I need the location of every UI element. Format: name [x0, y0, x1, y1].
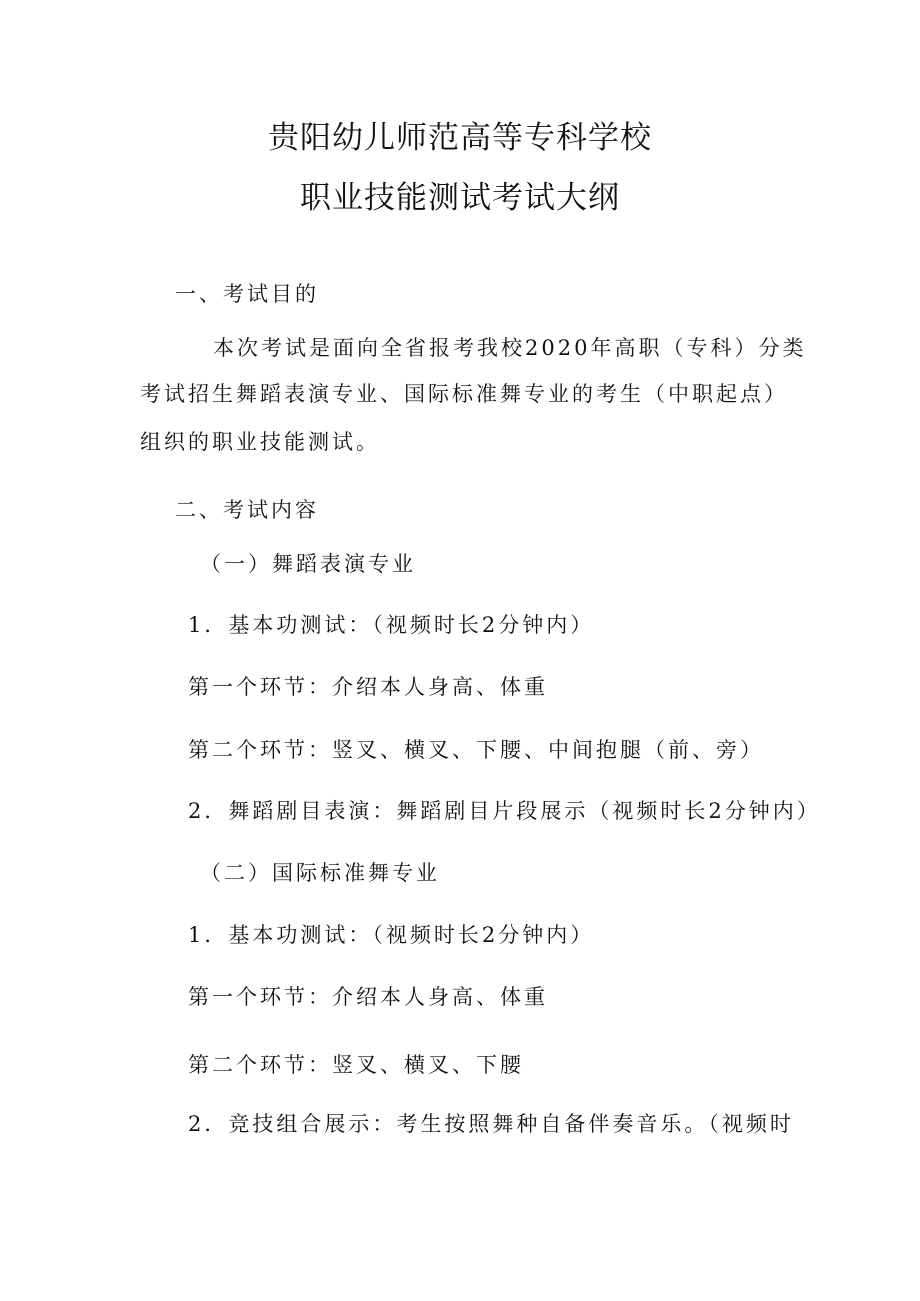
document-title-line-1: 贵阳幼儿师范高等专科学校	[268, 120, 652, 156]
ballroom-item-2: 2．竞技组合展示：考生按照舞种自备伴奏音乐。（视频时	[188, 1112, 794, 1136]
ballroom-step-2: 第二个环节：竖叉、横叉、下腰	[188, 1053, 524, 1077]
section-1-heading: 一、考试目的	[175, 282, 319, 306]
section-1-paragraph-line-2: 考试招生舞蹈表演专业、国际标准舞专业的考生（中职起点）	[140, 382, 788, 406]
dance-item-2: 2．舞蹈剧目表演：舞蹈剧目片段展示（视频时长2分钟内）	[188, 799, 821, 823]
dance-step-2: 第二个环节：竖叉、横叉、下腰、中间抱腿（前、旁）	[188, 738, 764, 762]
subsection-dance-heading: （一）舞蹈表演专业	[200, 552, 416, 576]
dance-step-1: 第一个环节：介绍本人身高、体重	[188, 675, 548, 699]
section-2-heading: 二、考试内容	[175, 498, 319, 522]
ballroom-item-1: 1．基本功测试：（视频时长2分钟内）	[188, 923, 595, 947]
section-1-paragraph-line-3: 组织的职业技能测试。	[140, 430, 380, 454]
ballroom-step-1: 第一个环节：介绍本人身高、体重	[188, 985, 548, 1009]
document-title-line-2: 职业技能测试考试大纲	[300, 180, 620, 216]
section-1-paragraph-line-1: 本次考试是面向全省报考我校2020年高职（专科）分类	[213, 336, 807, 360]
subsection-ballroom-heading: （二）国际标准舞专业	[200, 861, 440, 885]
dance-item-1: 1．基本功测试：（视频时长2分钟内）	[188, 613, 595, 637]
